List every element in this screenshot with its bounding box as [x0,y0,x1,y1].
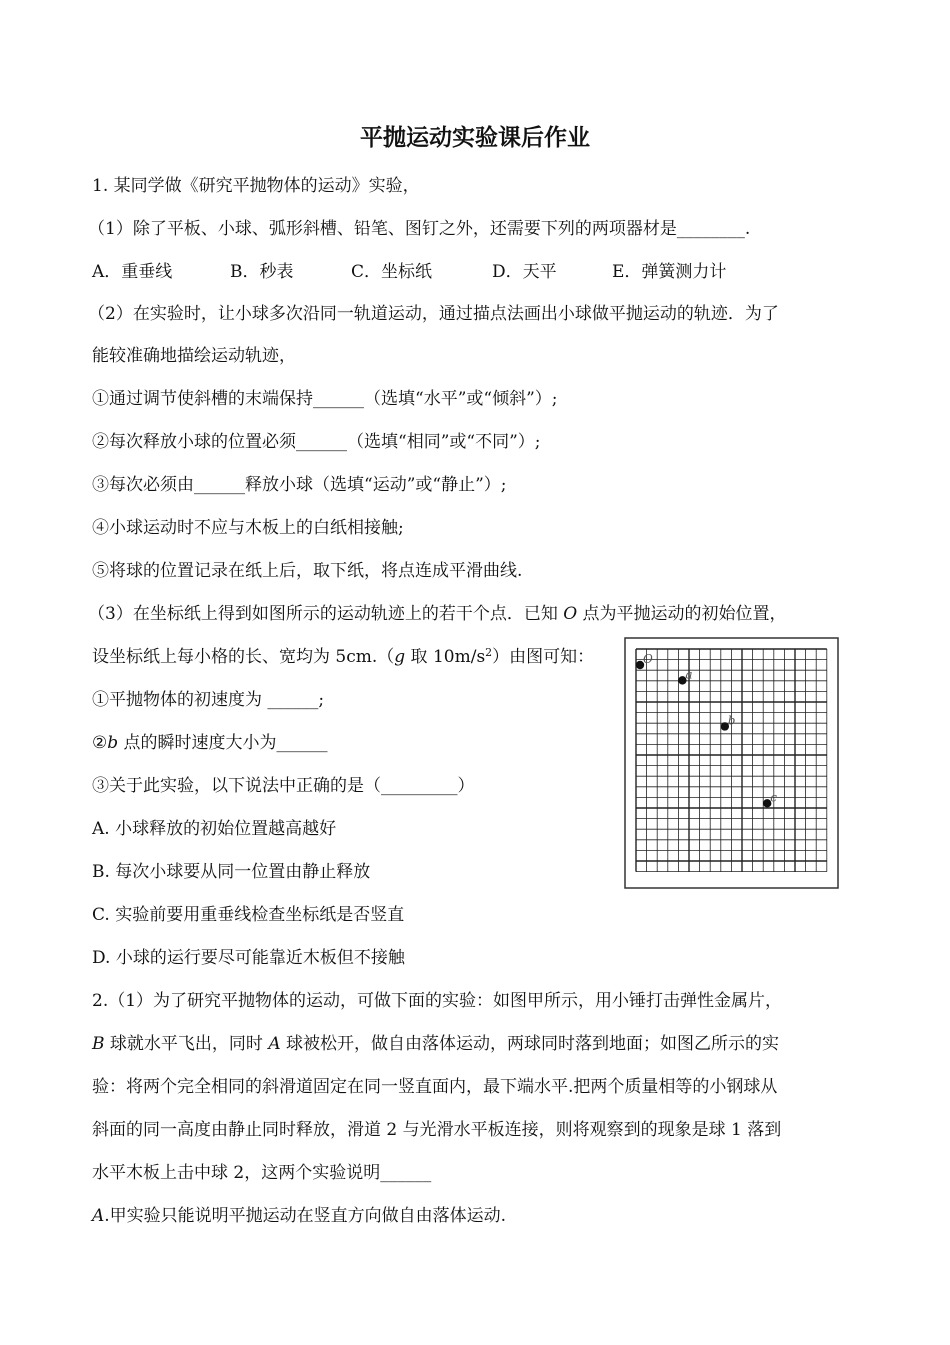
q1-choice-c[interactable]: C. 实验前要用重垂线检查坐标纸是否竖直 [92,905,405,925]
q1-option-b[interactable]: B．秒表 [230,262,294,282]
q1-option-e[interactable]: E．弹簧测力计 [612,262,727,282]
point-label: b [727,713,736,728]
q1-part2-line1: （2）在实验时，让小球多次沿同一轨道运动，通过描点法画出小球做平抛运动的轨迹．为了 [88,304,779,324]
q1-part3-line2: 设坐标纸上每小格的长、宽均为 5cm.（g 取 $10m/s^2$）由图可知： [92,646,595,667]
q1-intro: 1. 某同学做《研究平抛物体的运动》实验， [92,176,420,196]
point-o-ref: O [563,604,578,624]
q2-line1: 2.（1）为了研究平抛物体的运动，可做下面的实验：如图甲所示，用小锤打击弹性金属片， [92,991,783,1011]
q2-line2: B 球就水平飞出，同时 A 球被松开，做自由落体运动，两球同时落到地面；如图乙所示的实 [92,1034,779,1054]
point-label: a [685,667,693,682]
q1-options [92,261,726,283]
q2-line5: 水平木板上击中球 2，这两个实验说明______ [92,1163,432,1183]
q1-part3-line1: （3）在坐标纸上得到如图所示的运动轨迹上的若干个点．已知 O 点为平抛运动的初始位置， [88,604,787,624]
q2-line3: 验：将两个完全相同的斜滑道固定在同一竖直面内，最下端水平.把两个质量相等的小钢球从 [92,1077,778,1097]
q1-step-5: ⑤将球的位置记录在纸上后，取下纸，将点连成平滑曲线. [92,561,523,581]
q1-step-1: ①通过调节使斜槽的末端保持______（选填“水平”或“倾斜”）; [92,389,558,409]
point-label: c [770,790,777,805]
trajectory-grid [624,637,839,889]
q1-option-c[interactable]: C．坐标纸 [351,262,433,282]
q1-step-3: ③每次必须由______释放小球（选填“运动”或“静止”）; [92,475,507,495]
q1-option-a[interactable]: A．重垂线 [92,262,173,282]
page-title: 平抛运动实验课后作业 [360,125,590,151]
q1-sub-2: ②b 点的瞬时速度大小为______ [92,733,328,753]
q1-sub-1: ①平抛物体的初速度为 ______; [92,690,325,710]
q1-step-2: ②每次释放小球的位置必须______（选填“相同”或“不同”）; [92,432,541,452]
point-label: O [643,652,653,666]
q1-choice-b[interactable]: B. 每次小球要从同一位置由静止释放 [92,862,371,882]
q2-line4: 斜面的同一高度由静止同时释放，滑道 2 与光滑水平板连接，则将观察到的现象是球 1 落到 [92,1120,782,1140]
q1-part1: （1）除了平板、小球、弧形斜槽、铅笔、图钉之外，还需要下列的两项器材是________. [88,219,751,239]
trajectory-grid-figure [624,637,839,889]
q1-choice-a[interactable]: A. 小球释放的初始位置越高越好 [92,819,337,839]
q1-part2-line2: 能较准确地描绘运动轨迹， [92,346,296,366]
gravity-symbol: g [394,647,406,667]
q2-option-a[interactable]: A.甲实验只能说明平抛运动在竖直方向做自由落体运动. [92,1206,507,1226]
q1-option-d[interactable]: D．天平 [492,262,557,282]
q1-step-4: ④小球运动时不应与木板上的白纸相接触; [92,518,404,538]
q1-choice-d[interactable]: D. 小球的运行要尽可能靠近木板但不接触 [92,948,405,968]
q1-sub-3: ③关于此实验，以下说法中正确的是（_________） [92,776,475,796]
